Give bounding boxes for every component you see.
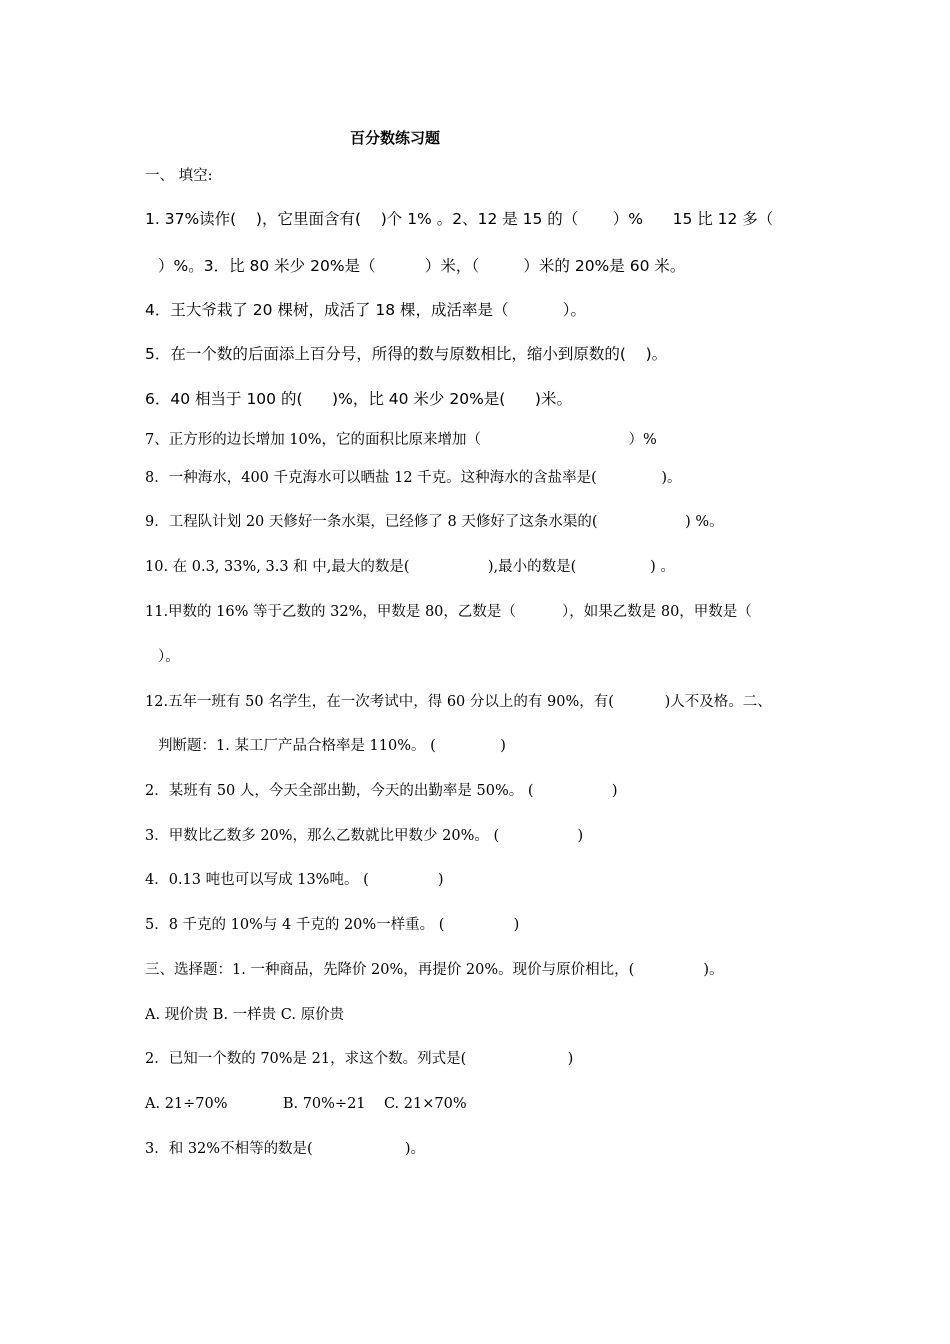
choice-question-1-options: A. 现价贵 B. 一样贵 C. 原价贵 bbox=[145, 1007, 345, 1023]
question-8: 8．一种海水，400 千克海水可以晒盐 12 千克。这种海水的含盐率是( )。 bbox=[145, 470, 682, 486]
judge-question-4: 4．0.13 吨也可以写成 13%吨。 ( ) bbox=[145, 872, 444, 888]
question-9: 9．工程队计划 20 天修好一条水渠，已经修了 8 天修好了这条水渠的( ) %。 bbox=[145, 514, 724, 530]
question-1: 1. 37%读作( )，它里面含有( )个 1% 。2、12 是 15 的（ ）% 15 比 12 多（ bbox=[145, 210, 774, 228]
judge-question-5: 5．8 千克的 10%与 4 千克的 20%一样重。 ( ) bbox=[145, 917, 520, 933]
section-fill-in-heading: 一、 填空: bbox=[145, 168, 213, 184]
question-10: 10. 在 0.3, 33%, 3.3 和 中,最大的数是( ),最小的数是( ) 。 bbox=[145, 559, 675, 575]
choice-question-3: 3．和 32%不相等的数是( )。 bbox=[145, 1141, 426, 1157]
question-1-continued: ）%。3．比 80 米少 20%是（ ）米，（ ）米的 20%是 60 米。 bbox=[158, 257, 686, 275]
question-6: 6．40 相当于 100 的( )%，比 40 米少 20%是( )米。 bbox=[145, 390, 572, 408]
judge-heading-and-question-1: 判断题：1. 某工厂产品合格率是 110%。 ( ) bbox=[158, 738, 506, 754]
question-12: 12.五年一班有 50 名学生，在一次考试中，得 60 分以上的有 90%，有( )人不及格。二、 bbox=[145, 694, 772, 710]
question-11-continued: ）。 bbox=[158, 649, 180, 665]
question-5: 5．在一个数的后面添上百分号，所得的数与原数相比，缩小到原数的( )。 bbox=[145, 345, 668, 363]
choice-question-2-options: A. 21÷70% B. 70%÷21 C. 21×70% bbox=[145, 1096, 467, 1112]
choice-heading-and-question-1: 三、选择题：1. 一种商品，先降价 20%，再提价 20%。现价与原价相比，( )。 bbox=[145, 962, 724, 978]
question-4: 4．王大爷栽了 20 棵树，成活了 18 棵，成活率是（ ）。 bbox=[145, 301, 586, 319]
question-11: 11.甲数的 16% 等于乙数的 32%，甲数是 80，乙数是（ ），如果乙数是 80，甲数是（ bbox=[145, 604, 752, 620]
page-title: 百分数练习题 bbox=[349, 129, 440, 147]
question-7: 7、正方形的边长增加 10%，它的面积比原来增加（ ）% bbox=[145, 432, 657, 448]
judge-question-2: 2．某班有 50 人，今天全部出勤，今天的出勤率是 50%。 ( ) bbox=[145, 783, 618, 799]
judge-question-3: 3．甲数比乙数多 20%，那么乙数就比甲数少 20%。 ( ) bbox=[145, 828, 584, 844]
choice-question-2: 2．已知一个数的 70%是 21，求这个数。列式是( ) bbox=[145, 1051, 574, 1067]
